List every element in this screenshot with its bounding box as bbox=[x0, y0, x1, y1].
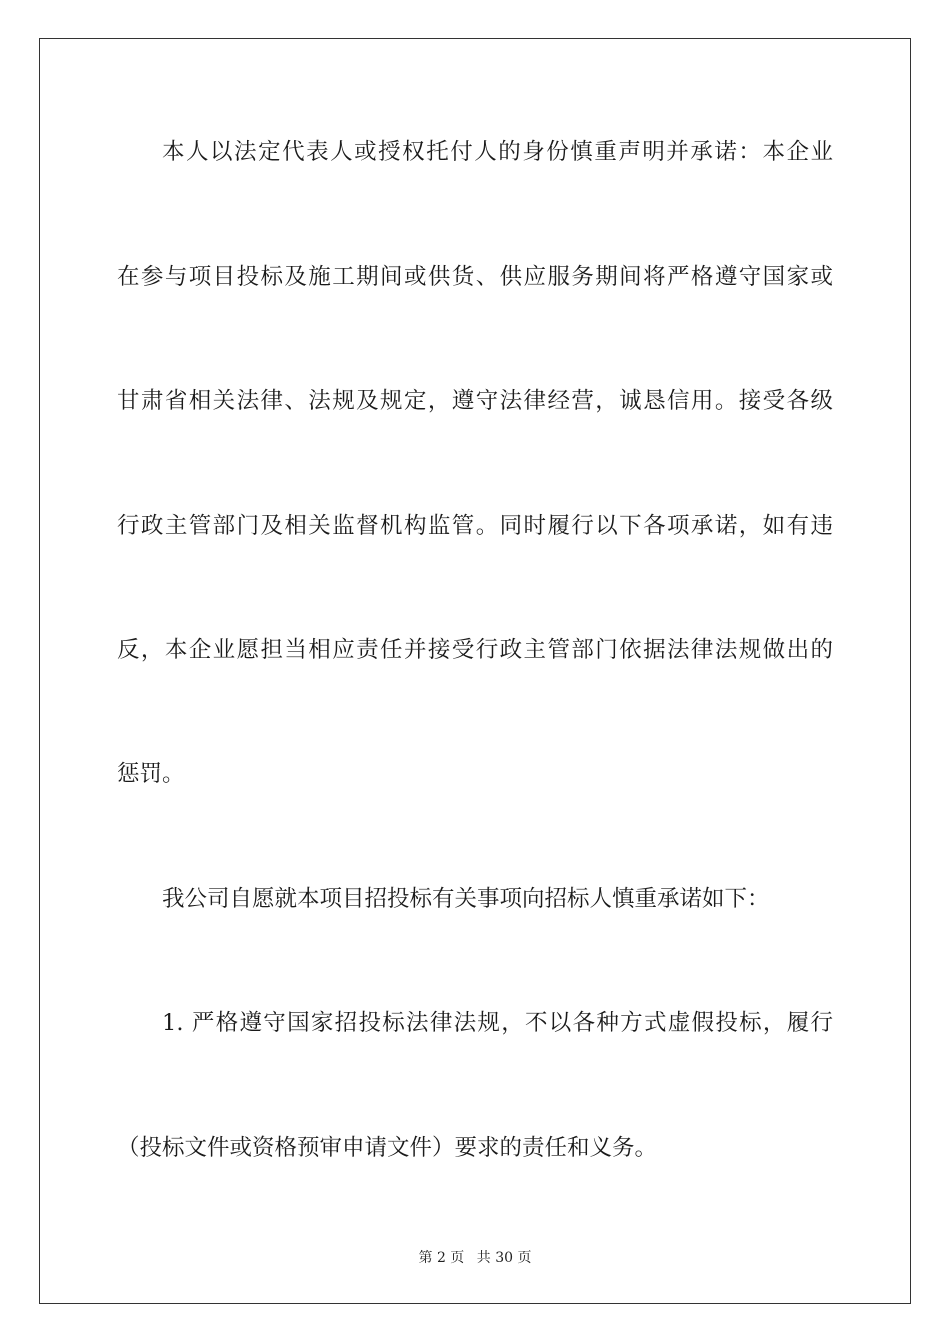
paragraph-line-8: 1. 严格遵守国家招投标法律法规，不以各种方式虚假投标，履行 bbox=[162, 1010, 833, 1036]
page-total: 共 30 页 bbox=[476, 1250, 532, 1266]
paragraph-line-2: 在参与项目投标及施工期间或供货、供应服务期间将严格遵守国家或 bbox=[117, 264, 833, 290]
paragraph-line-3: 甘肃省相关法律、法规及规定，遵守法律经营，诚恳信用。接受各级 bbox=[117, 388, 833, 414]
page-footer bbox=[0, 1249, 950, 1267]
paragraph-line-4: 行政主管部门及相关监督机构监管。同时履行以下各项承诺，如有违 bbox=[117, 513, 833, 539]
page-border bbox=[39, 38, 911, 1304]
paragraph-line-1: 本人以法定代表人或授权托付人的身份慎重声明并承诺：本企业 bbox=[162, 139, 833, 165]
paragraph-line-9: （投标文件或资格预审申请文件）要求的责任和义务。 bbox=[117, 1135, 658, 1161]
paragraph-line-5: 反，本企业愿担当相应责任并接受行政主管部门依据法律法规做出的 bbox=[117, 637, 833, 663]
paragraph-line-7: 我公司自愿就本项目招投标有关事项向招标人慎重承诺如下： bbox=[162, 886, 770, 912]
page-number: 第 2 页 bbox=[418, 1250, 465, 1266]
paragraph-line-6: 惩罚。 bbox=[117, 761, 185, 787]
